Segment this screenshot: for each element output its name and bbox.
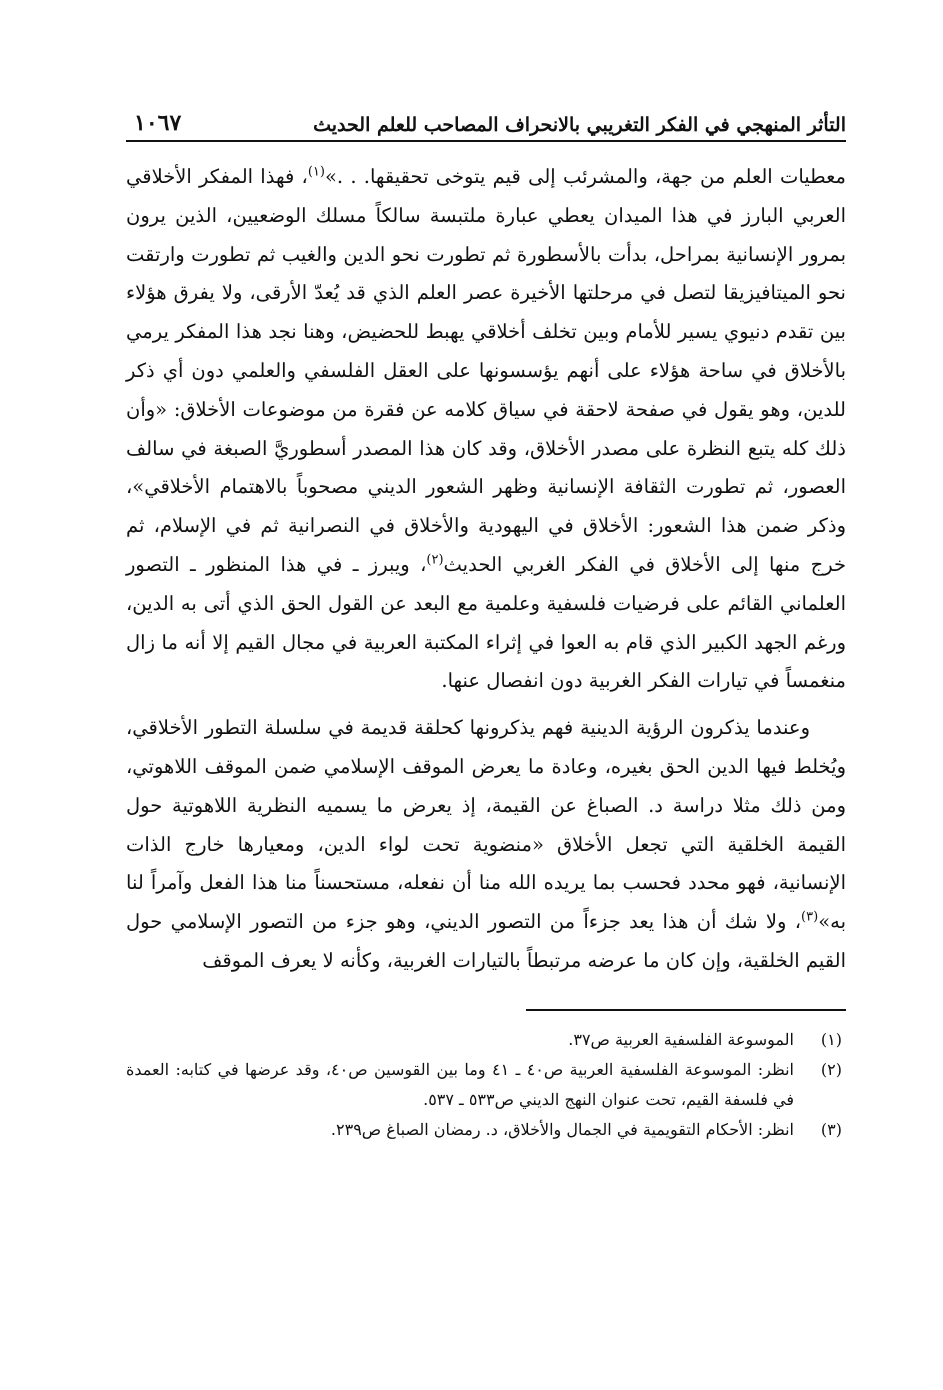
footnote-reference-3: (٣) [801,909,819,925]
footnote-reference-1: (١) [307,164,325,180]
main-text [126,158,846,981]
footnote-3 [126,1115,846,1145]
footnote-marker: (١) [820,1029,842,1049]
footnote-marker: (٣) [820,1119,842,1139]
paragraph-2 [126,709,846,981]
paragraph-2-part-1: وعندما يذكرون الرؤية الدينية فهم يذكرونها كحلقة قديمة في سلسلة التطور الأخلاقي، ويُخلط فيها الدين الحق بغيره، وعادة ما يعرض الموقف الإسلامي ضمن الموقف اللاهوتي، ومن ذلك مثلا دراسة د. الصباغ عن القيمة، إذ يعرض ما يسميه النظرية اللاهوتية حول القيمة الخلقية التي تجعل الأخلاق «منضوية تحت لواء الدين، ومعيارها خارج الذات الإنسانية، فهو محدد فحسب بما يريده الله منا أن نفعله، مستحسناً منا هذا الفعل وآمراً لنا به» [126,716,846,934]
footnote-2 [126,1055,846,1115]
running-title: التأثر المنهجي في الفكر التغريبي بالانحراف المصاحب للعلم الحديث [313,114,846,136]
paragraph-1-part-2: ، فهذا المفكر الأخلاقي العربي البارز في هذا الميدان يعطي عبارة ملتبسة سالكاً مسلك الوضعيين، الذين يرون بمرور الإنسانية بمراحل، بدأت بالأسطورة ثم تطورت نحو الدين والغيب ثم تطورت وارتقت نحو الميتافيزيقا لتصل في مرحلتها الأخيرة عصر العلم الذي قد يُعدّ الأرقى، ولا يفرق هؤلاء بين تقدم دنيوي يسير للأمام وبين تخلف أخلاقي يهبط للحضيض، وهنا نجد هذا المفكر يرمي بالأخلاق في ساحة هؤلاء على أنهم يؤسسونها على العقل الفلسفي والعلمي دون أي ذكر للدين، وهو يقول في صفحة لاحقة في سياق كلامه عن فقرة من موضوعات الأخلاق: «وأن ذلك كله يتبع النظرة على مصدر الأخلاق، وقد كان هذا المصدر أسطوريَّ الصبغة في سالف العصور، ثم تطورت الثقافة الإنسانية وظهر الشعور الديني مصحوباً بالاهتمام الأخلاقي»، وذكر ضمن هذا الشعور: الأخلاق في اليهودية والأخلاق في النصرانية ثم في الإسلام، ثم خرج منها إلى الأخلاق في الفكر الغربي الحديث [126,165,847,576]
footnote-text: الموسوعة الفلسفية العربية ص٣٧. [568,1029,794,1049]
paragraph-1-part-3: ، ويبرز ـ في هذا المنظور ـ التصور العلماني القائم على فرضيات فلسفية وعلمية مع البعد عن القول الحق الذي أتى به الدين، ورغم الجهد الكبير الذي قام به العوا في إثراء المكتبة العربية في مجال القيم إلا أنه ما زال منغمساً في تيارات الفكر الغربية دون انفصال عنها. [126,552,846,693]
book-page [126,96,846,1145]
paragraph-1 [126,158,846,701]
footnote-marker: (٢) [820,1059,842,1079]
footnotes [126,1025,846,1145]
footnote-separator [526,1009,846,1011]
running-header [126,96,846,142]
footnote-text: انظر: الموسوعة الفلسفية العربية ص٤٠ ـ ٤١ وما بين القوسين ص٤٠، وقد عرضها في كتابه: العمدة في فلسفة القيم، تحت عنوان النهج الديني ص٥٣٣ ـ ٥٣٧. [126,1059,794,1109]
footnote-1 [126,1025,846,1055]
footnote-reference-2: (٢) [426,552,444,568]
paragraph-1-part-1: معطيات العلم من جهة، والمشرئب إلى قيم يتوخى تحقيقها. . .» [324,165,846,188]
paragraph-2-part-2: ، ولا شك أن هذا يعد جزءاً من التصور الديني، وهو جزء من التصور الإسلامي حول القيم الخلقية، وإن كان ما عرضه مرتبطاً بالتيارات الغربية، وكأنه لا يعرف الموقف [126,910,846,972]
footnote-text: انظر: الأحكام التقويمية في الجمال والأخلاق، د. رمضان الصباغ ص٢٣٩. [330,1119,794,1139]
page-number: ١٠٦٧ [134,110,182,136]
